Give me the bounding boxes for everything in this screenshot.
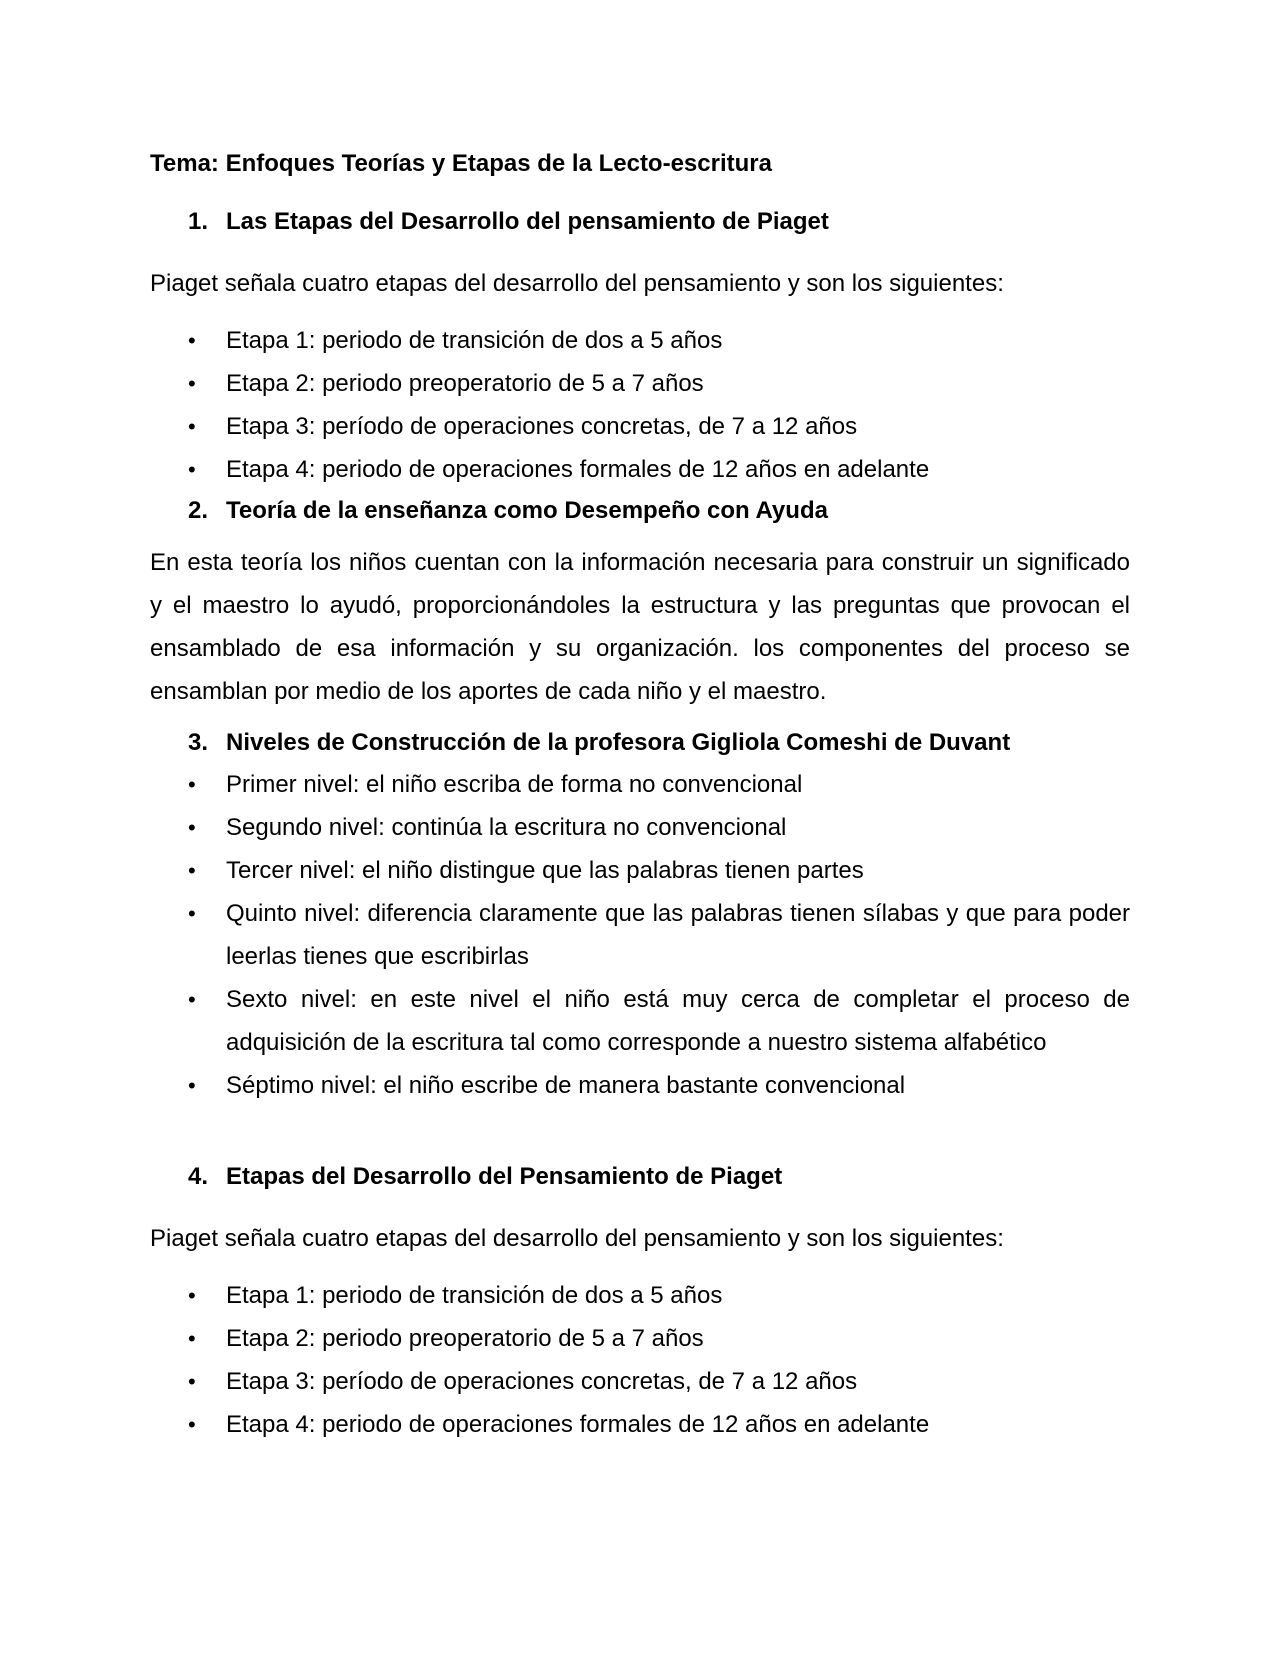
- list-item: • Séptimo nivel: el niño escribe de manera bastante convencional: [150, 1064, 1130, 1107]
- bullet-icon: •: [188, 901, 196, 926]
- section-number: 1.: [188, 208, 209, 235]
- bullet-icon: •: [188, 815, 196, 840]
- section-heading-4: [150, 1161, 1130, 1193]
- bullet-icon: •: [188, 457, 196, 482]
- list-item: • Etapa 1: periodo de transición de dos a 5 años: [150, 1274, 1130, 1317]
- section-number: 3.: [188, 729, 209, 756]
- section-heading-text: Teoría de la enseñanza como Desempeño con Ayuda: [226, 497, 828, 524]
- bullet-list-4: [150, 1274, 1130, 1446]
- list-item: • Etapa 1: periodo de transición de dos a 5 años: [150, 319, 1130, 362]
- list-item: • Etapa 3: período de operaciones concretas, de 7 a 12 años: [150, 1360, 1130, 1403]
- bullet-icon: •: [188, 1369, 196, 1394]
- list-item: • Tercer nivel: el niño distingue que las palabras tienen partes: [150, 849, 1130, 892]
- bullet-icon: •: [188, 371, 196, 396]
- bullet-icon: •: [188, 414, 196, 439]
- bullet-icon: •: [188, 1326, 196, 1351]
- section-heading-text: Niveles de Construcción de la profesora Gigliola Comeshi de Duvant: [226, 729, 1011, 756]
- list-item: • Segundo nivel: continúa la escritura no convencional: [150, 806, 1130, 849]
- section-paragraph-2: En esta teoría los niños cuentan con la información necesaria para construir un significado y el maestro lo ayudó, proporcionándoles la estructura y las preguntas que provocan el ensamblado de esa información y su organización. los componentes del proceso se ensamblan por medio de los aportes de cada niño y el maestro.: [150, 549, 1130, 705]
- list-item: • Etapa 3: período de operaciones concretas, de 7 a 12 años: [150, 405, 1130, 448]
- section-number: 2.: [188, 497, 209, 524]
- section-heading-2: [150, 495, 1130, 527]
- list-item: • Primer nivel: el niño escriba de forma no convencional: [150, 763, 1130, 806]
- list-item: • Sexto nivel: en este nivel el niño está muy cerca de completar el proceso de adquisición de la escritura tal como corresponde a nuestro sistema alfabético: [150, 978, 1130, 1064]
- section-heading-text: Las Etapas del Desarrollo del pensamiento de Piaget: [226, 208, 829, 235]
- bullet-icon: •: [188, 987, 196, 1012]
- bullet-icon: •: [188, 858, 196, 883]
- document-title: Tema: Enfoques Teorías y Etapas de la Lecto-escritura: [150, 150, 772, 177]
- bullet-icon: •: [188, 772, 196, 797]
- section-heading-text: Etapas del Desarrollo del Pensamiento de Piaget: [226, 1163, 783, 1190]
- section-heading-1: [150, 206, 1130, 238]
- list-item: • Quinto nivel: diferencia claramente que las palabras tienen sílabas y que para poder leerlas tienes que escribirlas: [150, 892, 1130, 978]
- bullet-list-1: [150, 319, 1130, 491]
- bullet-list-3: [150, 763, 1130, 1107]
- list-item: • Etapa 4: periodo de operaciones formales de 12 años en adelante: [150, 448, 1130, 491]
- list-item: • Etapa 2: periodo preoperatorio de 5 a 7 años: [150, 362, 1130, 405]
- section-number: 4.: [188, 1163, 209, 1190]
- bullet-icon: •: [188, 1073, 196, 1098]
- list-item: • Etapa 4: periodo de operaciones formales de 12 años en adelante: [150, 1403, 1130, 1446]
- section-intro-4: Piaget señala cuatro etapas del desarrollo del pensamiento y son los siguientes:: [150, 1225, 1004, 1252]
- bullet-icon: •: [188, 328, 196, 353]
- section-heading-3: [150, 727, 1130, 759]
- section-intro-1: Piaget señala cuatro etapas del desarrollo del pensamiento y son los siguientes:: [150, 270, 1004, 297]
- bullet-icon: •: [188, 1412, 196, 1437]
- bullet-icon: •: [188, 1283, 196, 1308]
- list-item: • Etapa 2: periodo preoperatorio de 5 a 7 años: [150, 1317, 1130, 1360]
